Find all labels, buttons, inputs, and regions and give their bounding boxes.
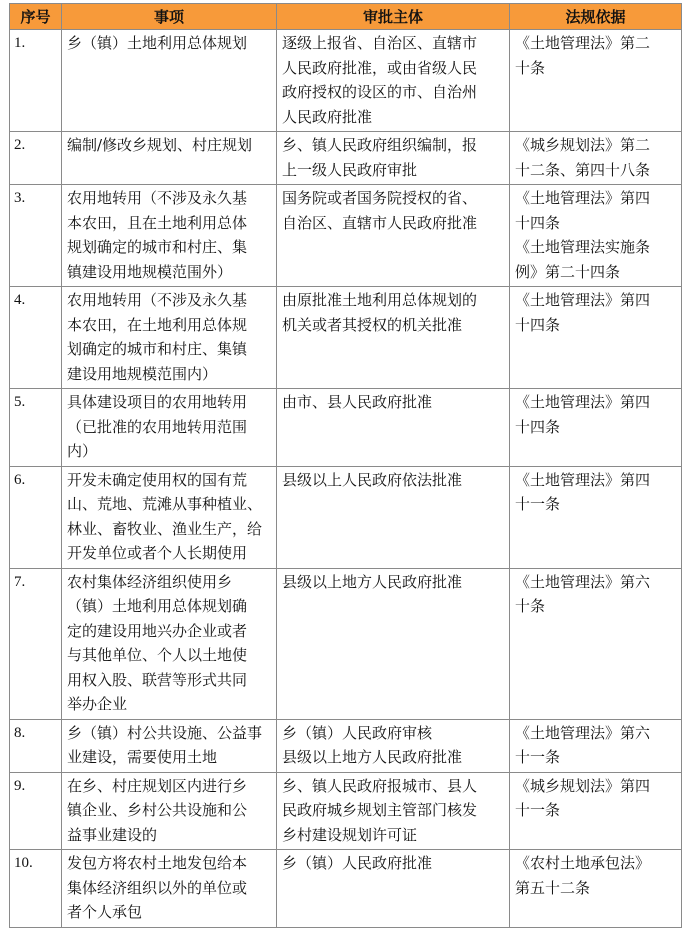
item-cell-line: 编制/修改乡规划、村庄规划 — [67, 136, 253, 154]
item-cell-line: 镇建设用地规模范围外） — [67, 262, 233, 281]
item-cell-line: 本农田，且在土地利用总体 — [67, 213, 248, 232]
basis-cell-line: 十一条 — [515, 748, 561, 766]
header-basis: 法规依据 — [510, 4, 682, 30]
authority-cell-line: 乡、镇人民政府组织编制，报 — [282, 136, 478, 154]
item-cell-line: 集体经济组织以外的单位或 — [67, 878, 248, 897]
authority-cell-line: 乡村建设规划许可证 — [282, 825, 418, 844]
authority-cell — [277, 772, 510, 850]
authority-cell-line: 乡（镇）人民政府审核 — [282, 723, 433, 742]
basis-cell — [510, 719, 682, 772]
item-cell — [62, 850, 277, 928]
header-item: 事项 — [62, 4, 277, 30]
item-cell-line: 业建设，需要使用土地 — [67, 748, 218, 766]
item-cell-line: 农用地转用（不涉及永久基 — [67, 189, 248, 207]
item-cell — [62, 389, 277, 467]
row-number: 4. — [10, 287, 62, 389]
table-row — [10, 287, 682, 389]
authority-cell-line: 政府授权的设区的市、自治州 — [282, 83, 478, 101]
item-cell — [62, 466, 277, 568]
table-row — [10, 389, 682, 467]
item-cell — [62, 185, 277, 287]
basis-cell — [510, 30, 682, 132]
authority-cell-line: 民政府城乡规划主管部门核发 — [282, 801, 478, 819]
item-cell-line: 农用地转用（不涉及永久基 — [67, 291, 248, 309]
basis-cell-line: 《城乡规划法》第二 — [515, 136, 651, 154]
item-cell-line: 举办企业 — [67, 695, 128, 713]
table-row — [10, 466, 682, 568]
table-row — [10, 185, 682, 287]
row-number: 5. — [10, 389, 62, 467]
authority-cell — [277, 185, 510, 287]
basis-cell — [510, 466, 682, 568]
item-cell-line: （已批准的农用地转用范围 — [67, 417, 248, 436]
item-cell-line: 建设用地规模范围内） — [67, 364, 218, 383]
basis-cell-line: 《土地管理法实施条 — [515, 238, 651, 256]
authority-cell-line: 自治区、直辖市人民政府批准 — [282, 213, 478, 232]
header-authority: 审批主体 — [277, 4, 510, 30]
basis-cell-line: 《土地管理法》第四 — [515, 393, 651, 411]
authority-cell-line: 县级以上人民政府依法批准 — [282, 470, 463, 489]
item-cell-line: 乡（镇）土地利用总体规划 — [67, 34, 248, 52]
item-cell-line: 农村集体经济组织使用乡 — [67, 572, 233, 591]
table-row — [10, 30, 682, 132]
item-cell-line: 在乡、村庄规划区内进行乡 — [67, 776, 248, 795]
basis-cell-line: 例》第二十四条 — [515, 262, 621, 281]
basis-cell-line: 《农村土地承包法》 — [515, 854, 651, 872]
basis-cell — [510, 568, 682, 719]
item-cell-line: 镇企业、乡村公共设施和公 — [67, 801, 248, 819]
basis-cell — [510, 185, 682, 287]
item-cell — [62, 287, 277, 389]
authority-cell — [277, 850, 510, 928]
row-number: 9. — [10, 772, 62, 850]
table-row — [10, 850, 682, 928]
item-cell — [62, 772, 277, 850]
basis-cell-line: 十二条、第四十八条 — [515, 160, 651, 179]
item-cell-line: 开发未确定使用权的国有荒 — [67, 470, 248, 489]
authority-cell-line: 县级以上地方人民政府批准 — [282, 572, 463, 591]
item-cell-line: 定的建设用地兴办企业或者 — [67, 621, 248, 640]
row-number: 7. — [10, 568, 62, 719]
item-cell — [62, 132, 277, 185]
item-cell-line: 与其他单位、个人以土地使 — [67, 646, 248, 664]
basis-cell-line: 十四条 — [515, 213, 561, 232]
table-row — [10, 772, 682, 850]
item-cell-line: 具体建设项目的农用地转用 — [67, 393, 248, 411]
authority-cell-line: 由原批准土地利用总体规划的 — [282, 291, 478, 309]
item-cell-line: 开发单位或者个人长期使用 — [67, 544, 248, 562]
basis-cell-line: 第五十二条 — [515, 878, 591, 897]
item-cell-line: 划确定的城市和村庄、集镇 — [67, 340, 248, 358]
authority-cell-line: 人民政府批准，或由省级人民 — [282, 58, 478, 77]
authority-cell — [277, 719, 510, 772]
authority-cell — [277, 466, 510, 568]
item-cell-line: 山、荒地、荒滩从事种植业、 — [67, 495, 263, 513]
item-cell-line: （镇）土地利用总体规划确 — [67, 597, 248, 615]
item-cell-line: 乡（镇）村公共设施、公益事 — [67, 723, 263, 742]
authority-cell-line: 机关或者其授权的机关批准 — [282, 315, 463, 334]
table-row — [10, 568, 682, 719]
header-row — [10, 4, 682, 30]
authority-cell-line: 乡、镇人民政府报城市、县人 — [282, 776, 478, 795]
row-number: 3. — [10, 185, 62, 287]
table-body — [10, 30, 682, 928]
basis-cell-line: 《土地管理法》第四 — [515, 189, 651, 207]
approval-table — [9, 3, 682, 928]
basis-cell — [510, 287, 682, 389]
authority-cell-line: 县级以上地方人民政府批准 — [282, 748, 463, 766]
basis-cell-line: 《土地管理法》第四 — [515, 470, 651, 489]
basis-cell-line: 十四条 — [515, 315, 561, 334]
basis-cell-line: 十一条 — [515, 801, 561, 819]
basis-cell-line: 《土地管理法》第二 — [515, 34, 651, 52]
item-cell — [62, 719, 277, 772]
authority-cell — [277, 568, 510, 719]
authority-cell-line: 逐级上报省、自治区、直辖市 — [282, 34, 478, 52]
basis-cell — [510, 132, 682, 185]
row-number: 1. — [10, 30, 62, 132]
basis-cell-line: 十一条 — [515, 495, 561, 513]
authority-cell-line: 上一级人民政府审批 — [282, 160, 418, 179]
item-cell-line: 益事业建设的 — [67, 825, 158, 844]
authority-cell — [277, 132, 510, 185]
authority-cell-line: 国务院或者国务院授权的省、 — [282, 189, 478, 207]
item-cell-line: 内） — [67, 442, 98, 460]
basis-cell-line: 十条 — [515, 597, 546, 615]
table-row — [10, 719, 682, 772]
row-number: 10. — [10, 850, 62, 928]
item-cell-line: 本农田，在土地利用总体规 — [67, 315, 248, 334]
basis-cell — [510, 850, 682, 928]
basis-cell — [510, 772, 682, 850]
header-no: 序号 — [10, 4, 62, 30]
authority-cell-line: 由市、县人民政府批准 — [282, 393, 433, 411]
table-row — [10, 132, 682, 185]
item-cell — [62, 30, 277, 132]
basis-cell-line: 十四条 — [515, 417, 561, 436]
item-cell-line: 规划确定的城市和村庄、集 — [67, 238, 248, 256]
row-number: 2. — [10, 132, 62, 185]
basis-cell-line: 《土地管理法》第六 — [515, 723, 651, 742]
basis-cell-line: 《城乡规划法》第四 — [515, 776, 651, 795]
authority-cell — [277, 30, 510, 132]
authority-cell — [277, 389, 510, 467]
basis-cell-line: 《土地管理法》第六 — [515, 572, 651, 591]
basis-cell-line: 《土地管理法》第四 — [515, 291, 651, 309]
authority-cell-line: 乡（镇）人民政府批准 — [282, 854, 433, 872]
row-number: 6. — [10, 466, 62, 568]
item-cell-line: 者个人承包 — [67, 903, 143, 921]
authority-cell-line: 人民政府批准 — [282, 107, 373, 126]
item-cell-line: 林业、畜牧业、渔业生产，给 — [67, 519, 263, 538]
item-cell — [62, 568, 277, 719]
basis-cell-line: 十条 — [515, 58, 546, 77]
basis-cell — [510, 389, 682, 467]
item-cell-line: 发包方将农村土地发包给本 — [67, 854, 248, 872]
row-number: 8. — [10, 719, 62, 772]
authority-cell — [277, 287, 510, 389]
item-cell-line: 用权入股、联营等形式共同 — [67, 670, 248, 689]
